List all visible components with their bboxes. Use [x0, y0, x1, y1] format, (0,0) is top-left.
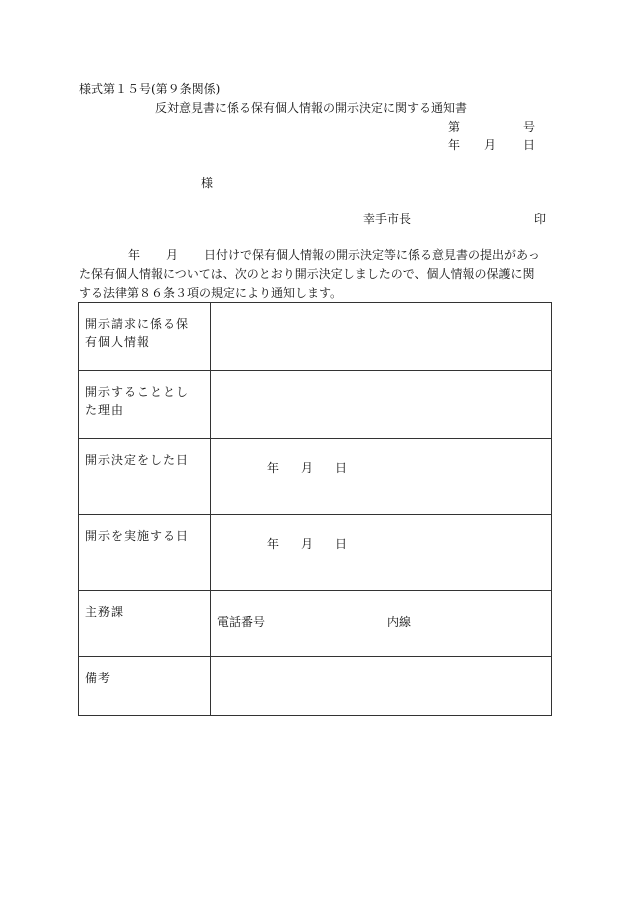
row-label-reason: [79, 371, 211, 439]
year-label: 年: [267, 537, 280, 551]
body-line-3: する法律第８６条３項の規定により通知します。: [79, 286, 343, 300]
month-label: 月: [301, 461, 314, 475]
row-label-decision-date: 開示決定をした日: [79, 439, 211, 515]
label-line: た理由: [85, 403, 125, 417]
phone-label: 電話番号: [217, 615, 266, 629]
table-row: [79, 657, 552, 716]
remarks-field[interactable]: [211, 657, 552, 716]
reason-field[interactable]: [211, 371, 552, 439]
document-number-suffix: 号: [523, 120, 536, 134]
body-year-label: 年: [128, 248, 141, 262]
form-number-label: 様式第１５号(第９条関係): [79, 82, 221, 96]
decision-date-field[interactable]: [211, 439, 552, 515]
table-row: [79, 591, 552, 657]
document-title: 反対意見書に係る保有個人情報の開示決定に関する通知書: [155, 101, 468, 115]
body-line-1-text: 日付けで保有個人情報の開示決定等に係る意見書の提出があっ: [204, 248, 540, 262]
department-field[interactable]: [211, 591, 552, 657]
body-line-1: [79, 246, 551, 265]
table-row: [79, 371, 552, 439]
row-label-department: 主務課: [79, 591, 211, 657]
day-label: 日: [335, 461, 348, 475]
seal-mark: 印: [534, 212, 547, 226]
row-label-implementation-date: 開示を実施する日: [79, 515, 211, 591]
label-line: 有個人情報: [85, 335, 151, 349]
body-line-2: た保有個人情報については、次のとおり開示決定しましたので、個人情報の保護に関: [79, 267, 535, 281]
row-label-remarks: 備考: [79, 657, 211, 716]
year-label: 年: [267, 461, 280, 475]
implementation-date-field[interactable]: [211, 515, 552, 591]
body-month-label: 月: [166, 248, 179, 262]
notice-body: [79, 246, 551, 303]
table-row: [79, 439, 552, 515]
document-number-prefix: 第: [448, 120, 461, 134]
label-line: 開示することとし: [85, 385, 190, 399]
table-row: [79, 303, 552, 371]
table-row: [79, 515, 552, 591]
date-year-label: 年: [448, 138, 461, 152]
label-line: 開示請求に係る保: [85, 317, 190, 331]
extension-label: 内線: [387, 615, 412, 629]
day-label: 日: [335, 537, 348, 551]
row-label-personal-info: [79, 303, 211, 371]
date-month-label: 月: [484, 138, 497, 152]
personal-info-field[interactable]: [211, 303, 552, 371]
sender-name: 幸手市長: [363, 212, 412, 226]
month-label: 月: [301, 537, 314, 551]
date-day-label: 日: [523, 138, 536, 152]
disclosure-info-table: [78, 302, 552, 716]
recipient-honorific: 様: [201, 176, 214, 190]
